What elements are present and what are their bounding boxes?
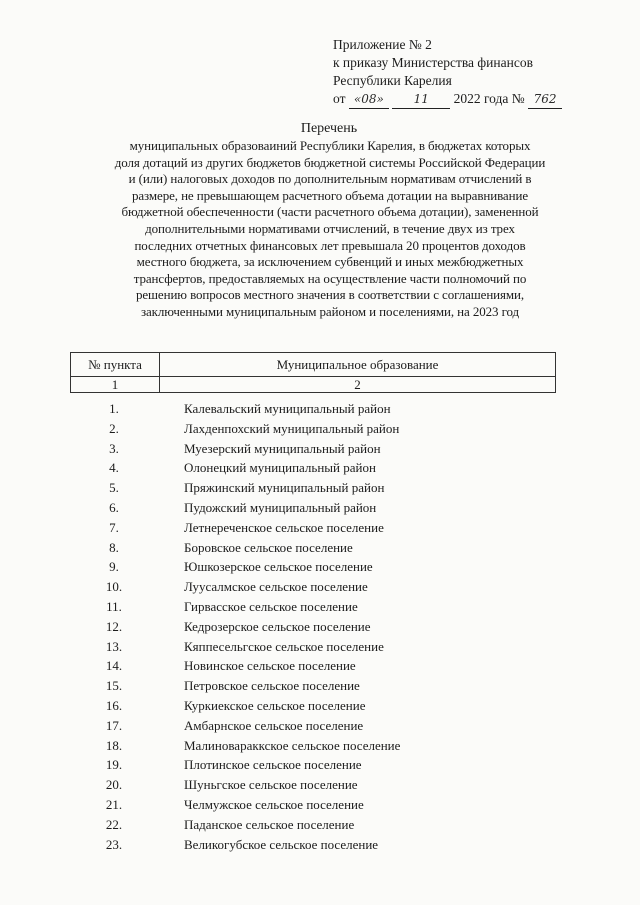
date-month: 11 <box>392 90 450 109</box>
table-row <box>70 736 570 756</box>
table-row <box>70 617 570 637</box>
table-row <box>70 458 570 478</box>
row-name: Великогубское сельское поселение <box>184 836 379 852</box>
body-line: дополнительными нормативами отчислений, в течение двух из трех <box>145 220 515 236</box>
table-row <box>70 439 570 459</box>
annex-header <box>333 36 562 109</box>
table-row <box>70 815 570 835</box>
row-number: 12. <box>105 618 123 634</box>
row-number: 4. <box>109 460 119 476</box>
row-name: Малиновараккское сельское поселение <box>184 737 401 753</box>
annex-title: Приложение № 2 <box>333 37 432 52</box>
table-row <box>70 637 570 657</box>
table-row <box>70 795 570 815</box>
row-number: 11. <box>106 598 122 614</box>
row-name: Калевальский муниципальный район <box>184 401 391 416</box>
municipality-list <box>70 399 570 854</box>
row-number: 3. <box>109 440 119 456</box>
row-number: 1. <box>109 401 119 416</box>
row-name: Амбарнское сельское поселение <box>184 717 364 733</box>
row-number: 9. <box>109 559 119 575</box>
table-row <box>70 696 570 716</box>
table-header <box>70 352 556 393</box>
body-line: бюджетной обеспеченности (части расчетного объема дотации), замененной <box>121 204 539 220</box>
table-row <box>70 775 570 795</box>
row-number: 14. <box>105 658 123 674</box>
row-name: Новинское сельское поселение <box>184 658 356 674</box>
row-name: Луусалмское сельское поселение <box>184 579 368 595</box>
date-year: 2022 года № <box>453 91 525 106</box>
row-number: 10. <box>105 579 123 595</box>
body-line: муниципальных образоваиний Республики Карелия, в бюджетах которых <box>129 138 531 153</box>
table-row <box>70 538 570 558</box>
row-name: Шуньгское сельское поселение <box>184 777 358 793</box>
table-row <box>70 676 570 696</box>
row-name: Лахденпохский муниципальный район <box>184 420 400 436</box>
body-line: трансфертов, предоставляемых на осуществление части полномочий по <box>133 270 527 286</box>
row-number: 17. <box>105 717 123 733</box>
body-line: заключенными муниципальным районом и поселениями, на 2023 год <box>140 303 520 319</box>
row-number: 21. <box>105 796 123 812</box>
col-number-index: 1 <box>71 377 160 393</box>
row-name: Пудожский муниципальный район <box>184 499 377 515</box>
row-name: Боровское сельское поселение <box>184 539 353 555</box>
row-number: 20. <box>105 777 123 793</box>
row-name: Петровское сельское поселение <box>184 678 360 694</box>
date-day: «08» <box>349 90 389 109</box>
table-row <box>70 716 570 736</box>
body-line: доля дотаций из других бюджетов бюджетной системы Российской Федерации <box>114 154 546 170</box>
row-number: 13. <box>105 638 123 654</box>
annex-region-line: Республики Карелия <box>333 73 452 88</box>
order-number: 762 <box>528 90 562 109</box>
annex-date-line <box>333 90 562 109</box>
row-number: 19. <box>105 757 123 773</box>
table-row <box>70 597 570 617</box>
row-number: 15. <box>105 678 123 694</box>
table-row <box>70 518 570 538</box>
row-number: 8. <box>109 539 119 555</box>
row-name: Плотинское сельское поселение <box>184 757 362 773</box>
table-row <box>70 835 570 855</box>
row-number: 7. <box>109 519 119 535</box>
col-municipality-index: 2 <box>160 377 556 393</box>
row-number: 2. <box>109 420 119 436</box>
table-row <box>70 755 570 775</box>
row-name: Юшкозерское сельское поселение <box>184 559 373 575</box>
row-name: Гирвасское сельское поселение <box>184 598 358 614</box>
body-line: размере, не превышающем расчетного объема дотации на выравнивание <box>131 187 528 203</box>
row-name: Паданское сельское поселение <box>184 816 355 832</box>
col-municipality-header: Муниципальное образование <box>160 353 556 377</box>
table-row <box>70 577 570 597</box>
body-line: местного бюджета, за исключением субвенций и иных межбюджетных <box>136 254 524 270</box>
table-row <box>70 498 570 518</box>
row-name: Кяппесельгское сельское поселение <box>184 638 384 654</box>
document-title: Перечень <box>300 121 358 136</box>
row-number: 18. <box>105 737 123 753</box>
row-number: 16. <box>105 697 123 713</box>
row-name: Кедрозерское сельское поселение <box>184 618 371 634</box>
date-prefix: от <box>333 91 346 106</box>
table-row <box>70 557 570 577</box>
row-number: 6. <box>109 499 119 515</box>
row-name: Летнереченское сельское поселение <box>184 519 384 535</box>
row-number: 23. <box>105 836 123 852</box>
row-name: Пряжинский муниципальный район <box>184 480 385 496</box>
col-number-header: № пункта <box>71 353 160 377</box>
row-name: Челмужское сельское поселение <box>184 796 364 812</box>
row-number: 5. <box>109 480 119 496</box>
annex-order-line: к приказу Министерства финансов <box>333 55 533 70</box>
body-line: решению вопросов местного значения в соответствии с соглашениями, <box>135 287 525 303</box>
table-row <box>70 656 570 676</box>
row-number: 22. <box>105 816 123 832</box>
table-row <box>70 399 570 419</box>
table-row <box>70 478 570 498</box>
row-name: Олонецкий муниципальный район <box>184 460 376 476</box>
body-line: и (или) налоговых доходов по дополнительным нормативам отчислений в <box>128 171 532 187</box>
row-name: Куркиекское сельское поселение <box>184 697 366 713</box>
row-name: Муезерский муниципальный район <box>184 440 381 456</box>
document-body <box>40 138 620 321</box>
table-row <box>70 419 570 439</box>
body-line: последних отчетных финансовых лет превышала 20 процентов доходов <box>134 237 526 253</box>
